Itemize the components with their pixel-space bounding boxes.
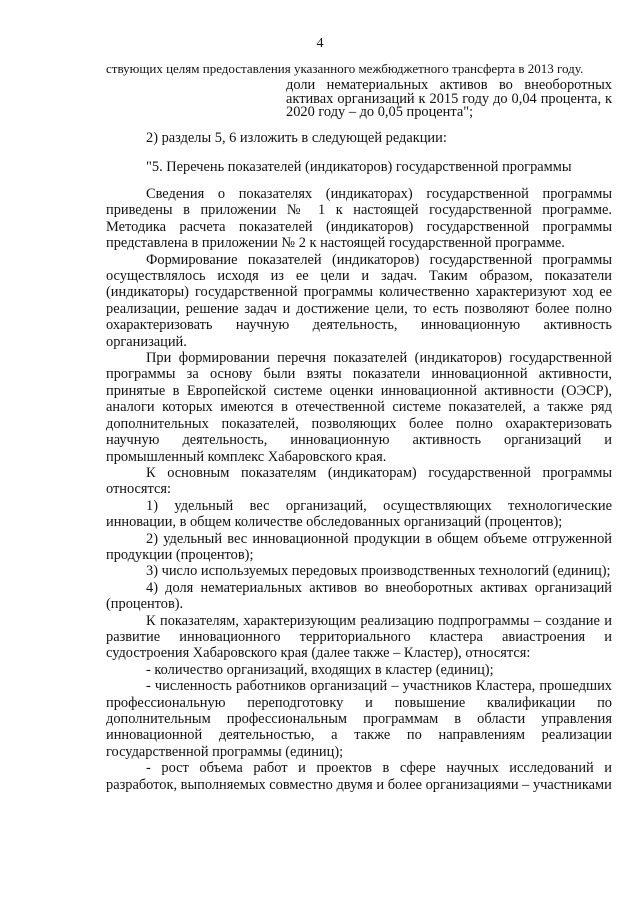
- section-heading: [106, 159, 612, 175]
- paragraph: При формировании перечня показателей (индикаторов) государственной программы за основу были взяты показатели инновационной активности, принятые в Европейской системе оценки инновационной активности (ОЭСР), аналоги которых имеются в отечественной системе показателей, а также ряд дополнительных показателей, позволяющих более полно охарактеризовать научную деятельность, инновационную активность организаций и промышленный комплекс Хабаровского края.: [106, 350, 612, 465]
- paragraph: Сведения о показателях (индикаторах) государственной программы приведены в приложении № 1 к настоящей государственной программе. Методика расчета показателей (индикаторов) государственной программы представлена в приложении № 2 к настоящей государственной программе.: [106, 186, 612, 252]
- carryover-line-text: ствующих целям предоставления указанного межбюджетного трансферта в 2013 году.: [106, 61, 584, 76]
- list-item: 1) удельный вес организаций, осуществляющих технологические инновации, в общем количестве обследованных организаций (процентов);: [106, 497, 612, 531]
- paragraph: К основным показателям (индикаторам) государственной программы относятся:: [106, 464, 612, 498]
- carryover-subitem-text: доли нематериальных активов во внеоборотных активах организаций к 2015 году до 0,04 процента, к 2020 году – до 0,05 процента";: [286, 77, 612, 121]
- paragraph: Формирование показателей (индикаторов) государственной программы осуществлялось исходя из ее цели и задач. Таким образом, показатели (индикаторы) государственной программы количественно характеризуют ход ее реализации, решение задач и достижение цели, то есть позволяют более полно охарактеризовать научную деятельность, инновационную активность организаций.: [106, 251, 612, 350]
- paragraph-sections-edit: 2) разделы 5, 6 изложить в следующей редакции:: [146, 130, 447, 146]
- list-item: 3) число используемых передовых производственных технологий (единиц);: [146, 563, 611, 580]
- list-item: 2) удельный вес инновационной продукции в общем объеме отгруженной продукции (процентов);: [106, 530, 612, 563]
- carryover-subitem: [286, 79, 612, 120]
- bullet-item: - количество организаций, входящих в кластер (единиц);: [146, 661, 494, 678]
- paragraph: К показателям, характеризующим реализацию подпрограммы – создание и развитие инновационного территориального кластера авиастроения и судостроения Хабаровского края (далее также – Кластер), относятся:: [106, 612, 612, 662]
- section-title: "5. Перечень показателей (индикаторов) государственной программы: [146, 159, 572, 175]
- section-heading-intro: [106, 130, 612, 146]
- page-number: 4: [316, 36, 324, 51]
- carryover-line: [106, 62, 612, 76]
- list-item: 4) доля нематериальных активов во внеоборотных активах организаций (процентов).: [106, 579, 612, 613]
- bullet-item: - численность работников организаций – участников Кластера, прошедших профессиональную переподготовку и повышение квалификации по дополнительным профессиональным программам в области управления инновационной деятельностью, а также по направлениям реализации государственной программы (единиц);: [106, 678, 612, 760]
- bullet-item: - рост объема работ и проектов в сфере научных исследований и разработок, выполняемых совместно двумя и более организациями – участниками: [106, 760, 612, 793]
- body-text: [106, 186, 612, 793]
